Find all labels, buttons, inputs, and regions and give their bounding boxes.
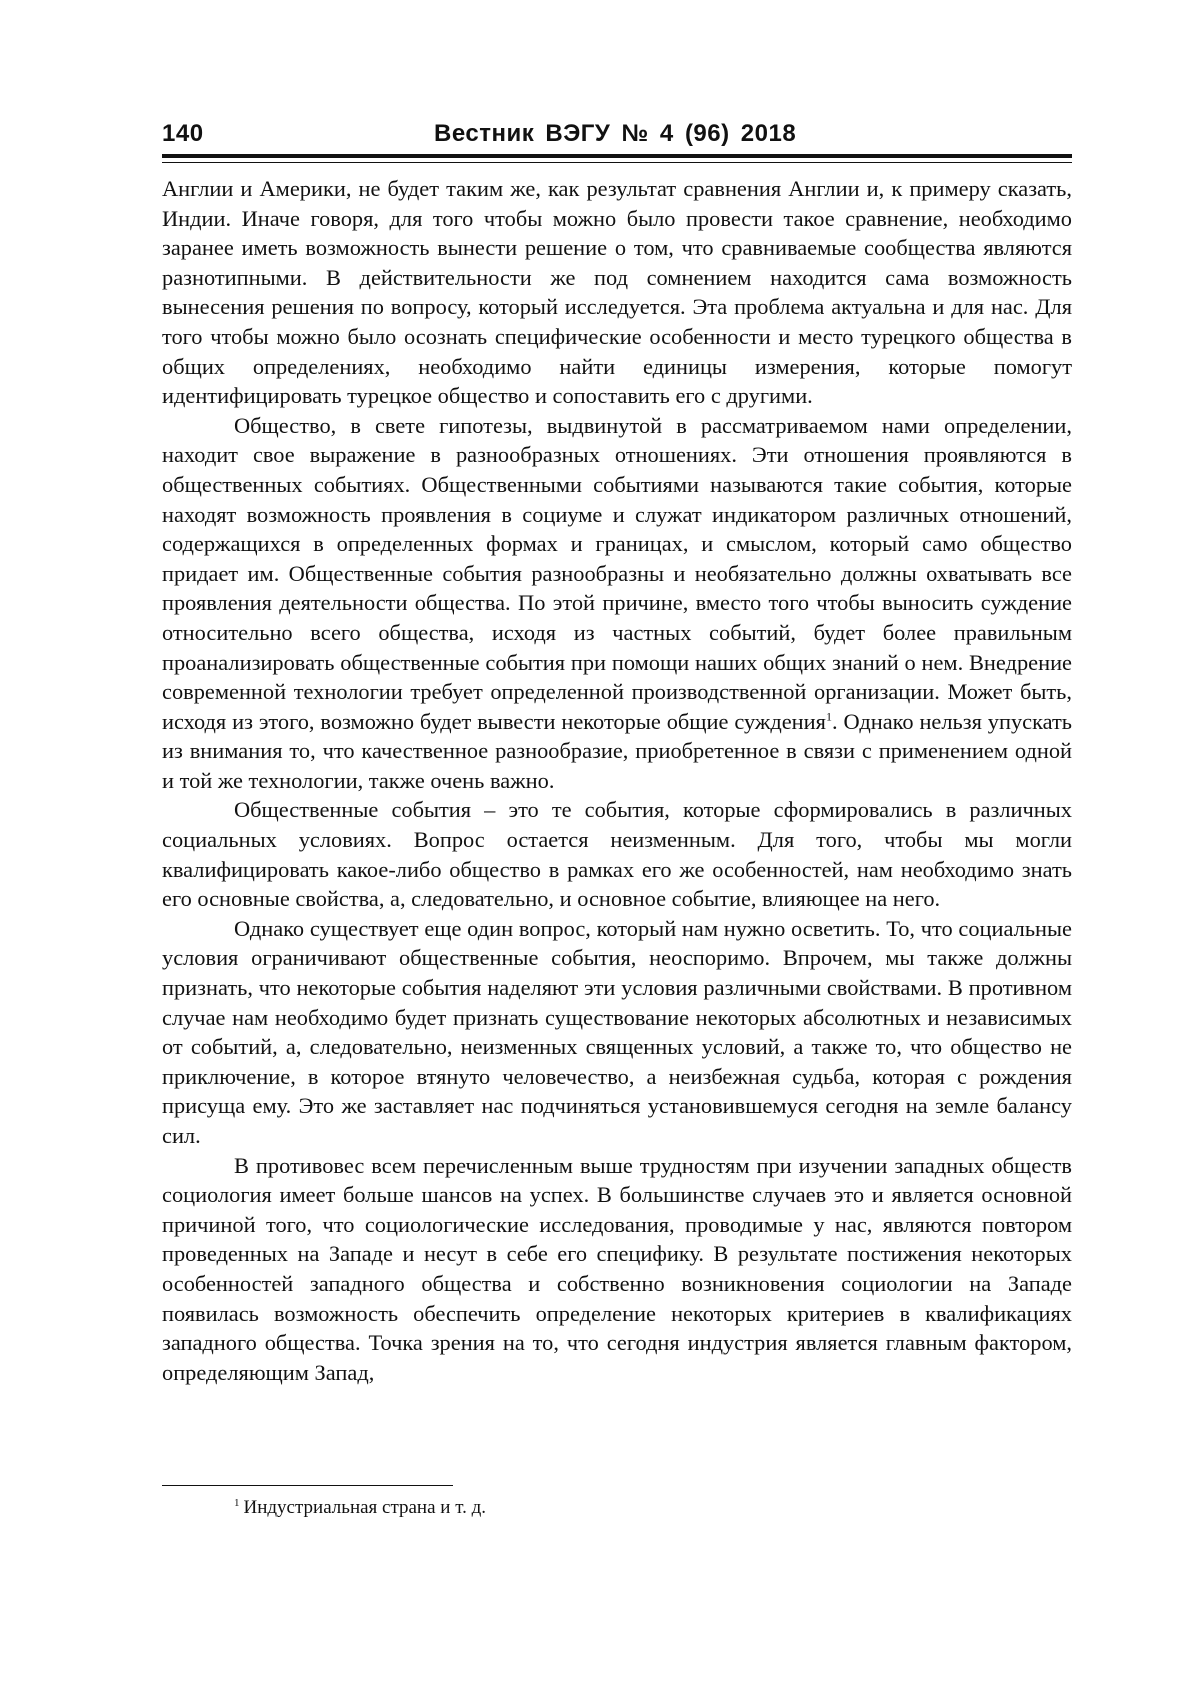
footnote-mark: 1 xyxy=(234,1496,240,1509)
paragraph-1: Англии и Америки, не будет таким же, как результат сравнения Англии и, к примеру сказать, Индии. Иначе говоря, для того чтобы можно было провести такое сравнение, необходимо заранее иметь возможность вынести решение о том, что сравниваемые сообщества являются разнотипными. В действительности же под сомнением находится сама возможность вынесения решения по вопросу, который исследуется. Эта проблема актуальна и для нас. Для того чтобы можно было осознать специфические особенности и место турецкого общества в общих определениях, необходимо найти единицы измерения, которые помогут идентифицировать турецкое общество и сопоставить его с другими. xyxy=(162,176,1072,409)
paragraph-2-text: Общество, в свете гипотезы, выдвинутой в рассматриваемом нами определении, находит свое выражение в разнообразных отношениях. Эти отношения проявляются в общественных событиях. Общественными событиями называются такие события, которые находят возможность проявления в социуме и служат индикатором различных отношений, содержащихся в определенных формах и границах, и смыслом, который само общество придает им. Общественные события разнообразны и необязательно должны охватывать все проявления деятельности общества. По этой причине, вместо того чтобы выносить суждение относительно всего общества, исходя из частных событий, будет более правильным проанализировать общественные события при помощи наших общих знаний о нем. Внедрение современной технологии требует определенной производственной организации. Может быть, исходя из этого, возможно будет вывести некоторые общие суждения xyxy=(162,412,1072,734)
footnote-separator xyxy=(162,1485,453,1486)
paragraph-2-text-continued: . Однако нельзя упускать из внимания то, что качественное разнообразие, приобретенное в связи с применением одной и той же технологии, также очень важно. xyxy=(162,708,1072,793)
paragraph-4: Однако существует еще один вопрос, который нам нужно осветить. То, что социальные условия ограничивают общественные события, неоспоримо. Впрочем, мы также должны признать, что некоторые события наделяют эти условия различными свойствами. В противном случае нам необходимо будет признать существование некоторых абсолютных и независимых от событий, а, следовательно, неизменных священных условий, а также то, что общество не приключение, в которое втянуто человечество, а неизбежная судьба, которая с рождения присуща ему. Это же заставляет нас подчиняться установившемуся сегодня на земле балансу сил. xyxy=(162,915,1072,1148)
header-rule-thin xyxy=(162,162,1072,163)
header-rule-thick xyxy=(162,154,1072,158)
running-header xyxy=(162,120,1072,156)
paragraph-5: В противовес всем перечисленным выше трудностям при изучении западных обществ социология имеет больше шансов на успех. В большинстве случаев это и является основной причиной того, что социологические исследования, проводимые у нас, являются повтором проведенных на Западе и несут в себе его специфику. В результате постижения некоторых особенностей западного общества и собственно возникновения социологии на Западе появилась возможность обеспечить определение некоторых критериев в квалификациях западного общества. Точка зрения на то, что сегодня индустрия является главным фактором, определяющим Запад, xyxy=(162,1152,1072,1385)
paragraph-2 xyxy=(162,411,1072,796)
footnote-reference[interactable]: 1 xyxy=(825,709,832,724)
footnote-text: Индустриальная страна и т. д. xyxy=(243,1497,486,1518)
paragraph-3: Общественные события – это те события, которые сформировались в различных социальных условиях. Вопрос остается неизменным. Для того, чтобы мы могли квалифицировать какое-либо общество в рамках его же особенностей, нам необходимо знать его основные свойства, а, следовательно, и основное событие, влияющее на него. xyxy=(162,797,1072,912)
footnote xyxy=(234,1496,486,1520)
article-body xyxy=(162,174,1072,1387)
journal-title: Вестник ВЭГУ № 4 (96) 2018 xyxy=(434,120,797,147)
page-number: 140 xyxy=(162,120,204,147)
